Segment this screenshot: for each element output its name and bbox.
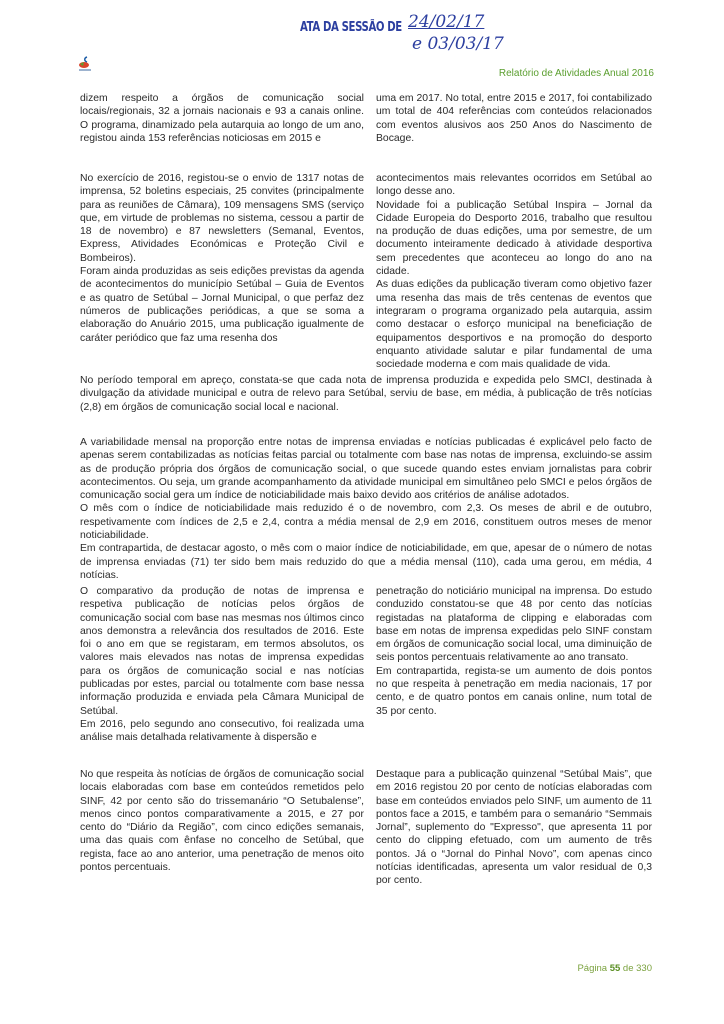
paragraph: Novidade foi a publicação Setúbal Inspira – Jornal da Cidade Europeia do Desporto 2016, trabalho que resultou na produção de duas edições, uma por semestre, de um documento inteiramente dedicado à atividade desportiva sem precedentes que aconteceu ao longo do ano na cidade. xyxy=(376,199,652,278)
section-1-left xyxy=(80,92,364,145)
paragraph: O mês com o índice de noticiabilidade mais reduzido é o de novembro, com 2,3. Os meses de abril e de outubro, respetivamente com índices de 2,5 e 2,4, contra a média mensal de 2,9 em 2016, constituem outros meses de menor noticiabilidade. xyxy=(80,503,652,542)
paragraph: dizem respeito a órgãos de comunicação social locais/regionais, 32 a jornais nacionais e 93 a canais online. O programa, dinamizado pela autarquia ao longo de um ano, registou ainda 153 referências noticiosas em 2015 e xyxy=(80,93,364,144)
section-4 xyxy=(80,436,652,582)
section-5-left xyxy=(80,585,364,745)
paragraph: Em contrapartida, regista-se um aumento de dois pontos no que respeita à penetração em media nacionais, 17 por cento, e de quatro pontos em canais online, num total de 35 por cento. xyxy=(376,665,652,717)
page-label: Página xyxy=(577,963,608,974)
stamp-date-first: 24/02/17 xyxy=(408,12,485,32)
paragraph: No período temporal em apreço, constata-se que cada nota de imprensa produzida e expedida pelo SMCI, destinada à divulgação da atividade municipal e outra de relevo para Setúbal, serviu de base, em média, à publicação de três notícias (2,8) em órgãos de comunicação social local e nacional. xyxy=(80,375,652,413)
municipal-logo-icon xyxy=(78,56,92,72)
stamp-label: ATA DA SESSÃO DE xyxy=(300,20,402,35)
paragraph: Foram ainda produzidas as seis edições previstas da agenda de acontecimentos do município Setúbal – Guia de Eventos e as quatro de Setúbal – Jornal Municipal, o que perfaz dez números de publicações periódicas, a que se soma a elaboração do Anuário 2015, uma publicação igualmente de caráter periódico que faz uma resenha dos xyxy=(80,266,364,344)
paragraph: No que respeita às notícias de órgãos de comunicação social locais elaboradas com base em conteúdos remetidos pelo SINF, 42 por cento são do trissemanário “O Setubalense”, menos cinco pontos comparativamente a 2015, e 27 por cento do “Diário da Região”, com cinco edições semanais, uma das quais com ênfase no concelho de Setúbal, que regista, face ao ano anterior, uma penetração de menos oito pontos percentuais. xyxy=(80,769,364,874)
section-2-left xyxy=(80,172,364,345)
paragraph: As duas edições da publicação tiveram como objetivo fazer uma resenha das mais de três centenas de eventos que integraram o programa organizado pela autarquia, assim como destacar o esforço municipal na beneficiação de equipamentos desportivos e na promoção do desporto enquanto atividade salutar e pilar fundamental de uma sociedade moderna e com mais qualidade de vida. xyxy=(376,279,652,371)
paragraph: O comparativo da produção de notas de imprensa e respetiva publicação de notícias pelos órgãos de comunicação social com base nas mesmas nos últimos cinco anos demonstra a relevância dos resultados de 2016. Este foi o ano em que se registaram, em termos absolutos, os valores mais elevados nas notas de imprensa expedidas para os órgãos de comunicação social e nas notícias publicadas por estes, parcial ou totalmente com base nessa informação produzida e enviada pela Câmara Municipal de Setúbal. xyxy=(80,586,364,717)
paragraph: uma em 2017. No total, entre 2015 e 2017, foi contabilizado um total de 404 referências com conteúdos relacionados com eventos alusivos aos 250 Anos do Nascimento de Bocage. xyxy=(376,93,652,144)
section-2-right xyxy=(376,172,652,371)
total-pages: 330 xyxy=(636,963,652,974)
paragraph: No exercício de 2016, registou-se o envio de 1317 notas de imprensa, 52 boletins especiais, 25 convites (principalmente para as reuniões de Câmara), 109 mensagens SMS (serviço que, em virtude de problemas no sistema, cessou a partir de 18 de novembro) e 87 newsletters (Semanal, Eventos, Express, Atividades Económicas e Proteção Civil e Bombeiros). xyxy=(80,173,364,264)
of-label: de xyxy=(622,963,634,974)
paragraph: A variabilidade mensal na proporção entre notas de imprensa enviadas e notícias publicadas é explicável pelo facto de apenas serem contabilizadas as notícias feitas parcial ou totalmente com base nas notas de imprensa, excluindo-se assim as de produção própria dos órgãos de comunicação social, o que sucede quando estes enviam jornalistas para cobrir acontecimentos. Ou seja, um grande acompanhamento da atividade municipal em simultâneo pelo SMCI e pelos órgãos de comunicação social gera um índice de noticiabilidade mais baixo devido aos critérios de análise adotados. xyxy=(80,437,652,502)
paragraph: Em contrapartida, de destacar agosto, o mês com o maior índice de noticiabilidade, em que, apesar de o número de notas de imprensa enviadas (71) ter sido bem mais reduzido do que a média mensal (110), cada uma gerou, em média, 4 notícias. xyxy=(80,543,652,581)
section-6-right xyxy=(376,768,652,888)
paragraph: acontecimentos mais relevantes ocorridos em Setúbal ao longo desse ano. xyxy=(376,173,652,198)
page-number-footer xyxy=(577,963,652,974)
section-1-right xyxy=(376,92,652,145)
paragraph: penetração do noticiário municipal na imprensa. Do estudo conduzido constatou-se que 48 por cento das notícias registadas na plataforma de clipping e elaboradas com base em notas de imprensa expedidas pelo SINF constam em órgãos de comunicação social local, uma diminuição de seis pontos percentuais relativamente ao ano transato. xyxy=(376,586,652,664)
section-5-right xyxy=(376,585,652,718)
stamp-date-second: e 03/03/17 xyxy=(412,34,504,54)
paragraph: Em 2016, pelo segundo ano consecutivo, foi realizada uma análise mais detalhada relativamente à dispersão e xyxy=(80,718,364,744)
section-6-left xyxy=(80,768,364,874)
section-3 xyxy=(80,374,652,414)
report-title: Relatório de Atividades Anual 2016 xyxy=(498,68,654,79)
paragraph: Destaque para a publicação quinzenal “Setúbal Mais”, que em 2016 registou 20 por cento de notícias elaboradas com base em conteúdos enviados pelo SINF, um aumento de 11 pontos face a 2015, e também para o semanário “Semmais Jornal”, suplemento do "Expresso", que apresenta 11 por cento do clipping efetuado, com um aumento de três pontos. Já o “Jornal do Pinhal Novo”, com apenas cinco notícias identificadas, apresenta um valor residual de 0,3 por cento. xyxy=(376,769,652,887)
page-number: 55 xyxy=(609,963,621,974)
